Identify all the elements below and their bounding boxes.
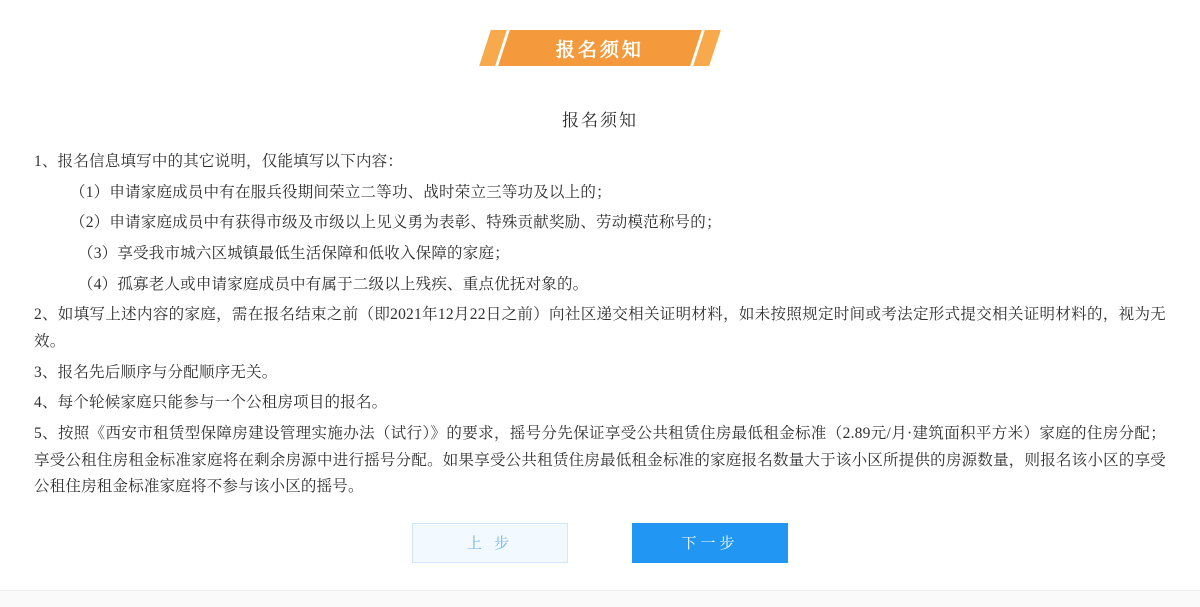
- right-gutter: [1188, 16, 1200, 591]
- action-button-row: [34, 523, 1166, 563]
- registration-notice-page: [0, 16, 1200, 607]
- notice-paragraph: 2、如填写上述内容的家庭，需在报名结束之前（即2021年12月22日之前）向社区递交相关证明材料，如未按照规定时间或考法定形式提交相关证明材料的，视为无效。: [34, 306, 1166, 350]
- notice-paragraph: （3）享受我市城六区城镇最低生活保障和低收入保障的家庭；: [78, 244, 510, 262]
- previous-step-button[interactable]: 上 步: [412, 523, 568, 563]
- notice-paragraph: 5、按照《西安市租赁型保障房建设管理实施办法（试行）》的要求，摇号分先保证享受公共租赁住房最低租金标准（2.89元/月·建筑面积平方米）家庭的住房分配；享受公租住房租金标准家庭将在剩余房源中进行摇号分配。如果享受公共租赁住房最低租金标准的家庭报名数量大于该小区所提供的房源数量，则报名该小区的享受公租住房租金标准家庭将不参与该小区的摇号。: [34, 424, 1166, 496]
- banner-title: 报名须知: [555, 39, 645, 61]
- notice-paragraph: （4）孤寡老人或申请家庭成员中有属于二级以上残疾、重点优抚对象的。: [78, 275, 589, 293]
- next-step-button[interactable]: 下一步: [632, 523, 788, 563]
- notice-paragraph: 1、报名信息填写中的其它说明，仅能填写以下内容：: [34, 153, 404, 170]
- banner-ribbon: [485, 30, 715, 66]
- page-banner: [0, 16, 1200, 76]
- notice-paragraph: 3、报名先后顺序与分配顺序无关。: [34, 363, 278, 381]
- notice-paragraph: 4、每个轮候家庭只能参与一个公租房项目的报名。: [34, 394, 388, 412]
- banner-main: [498, 30, 702, 66]
- bottom-strip: [0, 590, 1200, 607]
- notice-paragraph: （1）申请家庭成员中有在服兵役期间荣立二等功、战时荣立三等功及以上的；: [70, 183, 612, 201]
- notice-paragraph: （2）申请家庭成员中有获得市级及市级以上见义勇为表彰、特殊贡献奖励、劳动模范称号的；: [70, 214, 722, 232]
- page-title: 报名须知: [562, 111, 638, 130]
- notice-content: [0, 76, 1200, 563]
